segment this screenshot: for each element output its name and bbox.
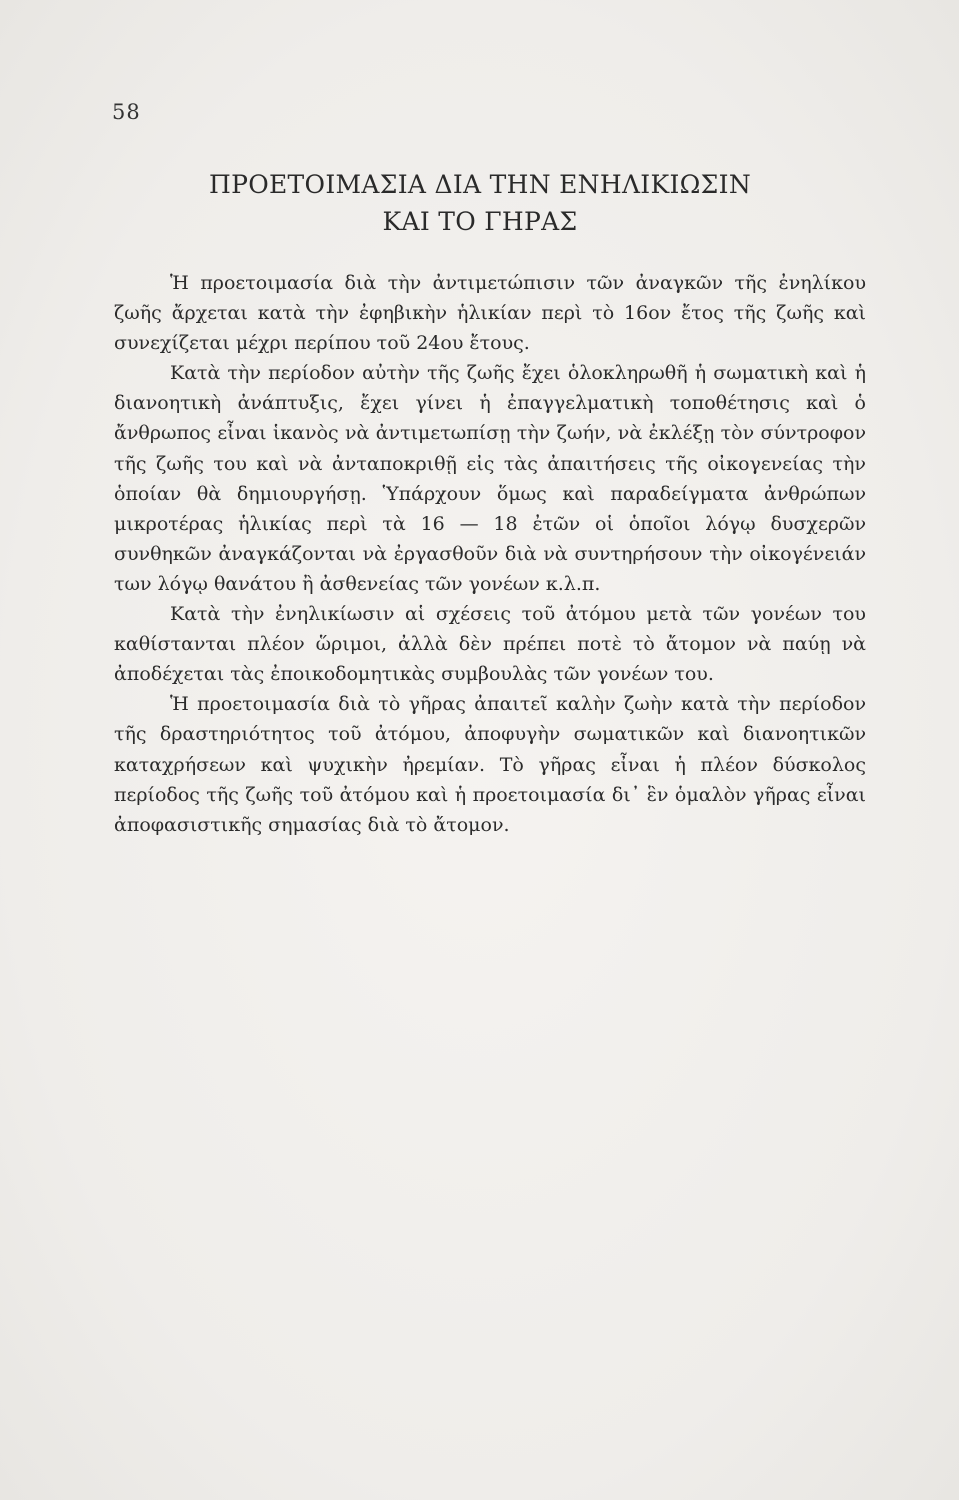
page-number: 58: [112, 100, 141, 124]
chapter-title-line-1: ΠΡΟΕΤΟΙΜΑΣΙΑ ΔΙΑ ΤΗΝ ΕΝΗΛΙΚΙΩΣΙΝ: [208, 170, 751, 199]
paragraph-2: Κατὰ τὴν περίοδον αὐτὴν τῆς ζωῆς ἔχει ὁλοκληρωθῆ ἡ σωματικὴ καὶ ἡ διανοητικὴ ἀνάπτυξις, ἔχει γίνει ἡ ἐπαγγελματικὴ τοποθέτησις καὶ ὁ ἄνθρωπος εἶναι ἱκανὸς νὰ ἀντιμετωπίσῃ τὴν ζωήν, νὰ ἐκλέξῃ τὸν σύντροφον τῆς ζωῆς του καὶ νὰ ἀνταποκριθῇ εἰς τὰς ἀπαιτήσεις τῆς οἰκογενείας τὴν ὁποίαν θὰ δημιουργήσῃ. Ὑπάρχουν ὅμως καὶ παραδείγματα ἀνθρώπων μικροτέρας ἡλικίας περὶ τὰ 16 — 18 ἐτῶν οἱ ὁποῖοι λόγῳ δυσχερῶν συνθηκῶν ἀναγκάζονται νὰ ἐργασθοῦν διὰ νὰ συντηρήσουν τὴν οἰκογένειάν των λόγῳ θανάτου ἢ ἀσθενείας τῶν γονέων κ.λ.π.: [114, 362, 866, 595]
paragraph-3: Κατὰ τὴν ἐνηλικίωσιν αἱ σχέσεις τοῦ ἀτόμου μετὰ τῶν γονέων του καθίστανται πλέον ὥριμοι, ἀλλὰ δὲν πρέπει ποτὲ τὸ ἄτομον νὰ παύῃ νὰ ἀποδέχεται τὰς ἐποικοδομητικὰς συμβουλὰς τῶν γονέων του.: [114, 603, 866, 686]
paragraph-4: Ἡ προετοιμασία διὰ τὸ γῆρας ἀπαιτεῖ καλὴν ζωὴν κατὰ τὴν περίοδον τῆς δραστηριότητος τοῦ ἀτόμου, ἀποφυγὴν σωματικῶν καὶ διανοητικῶν καταχρήσεων καὶ ψυχικὴν ἠρεμίαν. Τὸ γῆρας εἶναι ἡ πλέον δύσκολος περίοδος τῆς ζωῆς τοῦ ἀτόμου καὶ ἡ προετοιμασία δι᾽ ἓν ὁμαλὸν γῆρας εἶναι ἀποφασιστικῆς σημασίας διὰ τὸ ἄτομον.: [114, 693, 866, 836]
chapter-title: [100, 166, 860, 240]
paragraph-1: Ἡ προετοιμασία διὰ τὴν ἀντιμετώπισιν τῶν ἀναγκῶν τῆς ἐνηλίκου ζωῆς ἄρχεται κατὰ τὴν ἐφηβικὴν ἡλικίαν περὶ τὸ 16ον ἔτος τῆς ζωῆς καὶ συνεχίζεται μέχρι περίπου τοῦ 24ου ἔτους.: [114, 272, 866, 355]
body-text: [114, 268, 866, 840]
chapter-title-line-2: ΚΑΙ ΤΟ ΓΗΡΑΣ: [382, 207, 578, 236]
